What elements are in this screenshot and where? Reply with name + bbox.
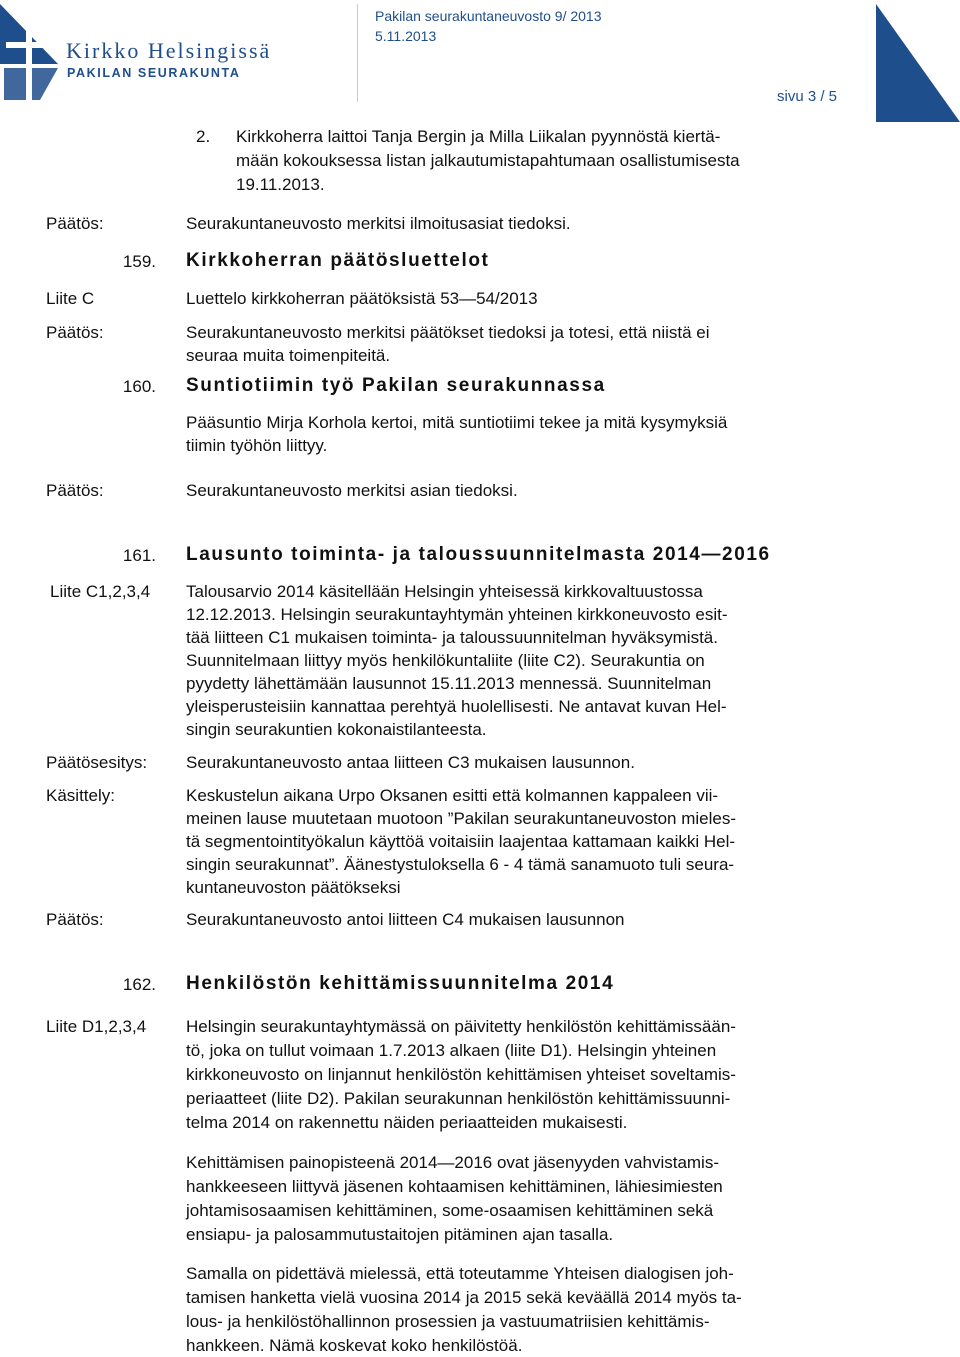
body-text: kirkkoneuvosto on linjannut henkilöstön kehittämisen yhteiset soveltamis- [186, 1065, 736, 1084]
handling-text: tä segmentointityökalun käyttöä voitaisiin laajentaa kattamaan kaikki Hel- [186, 832, 736, 851]
body-text: Helsingin seurakuntayhtymässä on päivitetty henkilöstön kehittämissään- [186, 1017, 736, 1036]
section-heading: Kirkkoherran päätösluettelot [186, 250, 490, 271]
body-text: Pääsuntio Mirja Korhola kertoi, mitä suntiotiimi tekee ja mitä kysymyksiä [186, 413, 728, 432]
proposal-label: Päätösesitys: [46, 753, 148, 772]
decision-text: Seurakuntaneuvosto merkitsi päätökset tiedoksi ja totesi, että niistä ei [186, 323, 710, 342]
list-number: 2. [196, 127, 211, 146]
decision-label: Päätös: [46, 214, 104, 233]
decision-text: seuraa muita toimenpiteitä. [186, 346, 391, 365]
body-text: Kehittämisen painopisteenä 2014—2016 ovat jäsenyyden vahvistamis- [186, 1153, 719, 1172]
handling-label: Käsittely: [46, 786, 115, 805]
attachment-label: Liite C [46, 289, 95, 308]
body-text: tiimin työhön liittyy. [186, 436, 328, 455]
handling-text: Keskustelun aikana Urpo Oksanen esitti että kolmannen kappaleen vii- [186, 786, 719, 805]
body-text: johtamisosaamisen kehittäminen, some-osaamisen kehittäminen sekä [186, 1201, 714, 1220]
section-heading: Lausunto toiminta- ja taloussuunnitelmasta 2014—2016 [186, 544, 771, 565]
section-number: 162. [122, 975, 156, 994]
logo-title: Kirkko Helsingissä [66, 38, 272, 63]
body-text: ensiapu- ja palosammutustaitojen pitäminen ajan tasalla. [186, 1225, 614, 1244]
body-text: lous- ja henkilöstöhallinnon prosessien ja vastuumatriisien kehittämis- [186, 1312, 710, 1331]
body-text: Talousarvio 2014 käsitellään Helsingin yhteisessä kirkkovaltuustossa [186, 582, 703, 601]
decision-text: Seurakuntaneuvosto merkitsi asian tiedoksi. [186, 481, 518, 500]
attachment-label: Liite C1,2,3,4 [50, 582, 151, 601]
body-text: tö, joka on tullut voimaan 1.7.2013 alkaen (liite D1). Helsingin yhteinen [186, 1041, 717, 1060]
list-item-line: mään kokouksessa listan jalkautumistapahtumaan osallistumisesta [236, 151, 740, 170]
document-date: 5.11.2013 [375, 28, 437, 44]
handling-text: meinen lause muutetaan muotoon ”Pakilan seurakuntaneuvoston mieles- [186, 809, 736, 828]
body-text: hankkeeseen liittyvä jäsenen kohtaamisen kehittäminen, lähiesimiesten [186, 1177, 723, 1196]
decision-label: Päätös: [46, 481, 104, 500]
decision-label: Päätös: [46, 323, 104, 342]
section-heading: Henkilöstön kehittämissuunnitelma 2014 [186, 973, 615, 994]
section-heading: Suntiotiimin työ Pakilan seurakunnassa [186, 375, 606, 396]
body-text: telma 2014 on rakennettu näiden periaatteiden mukaisesti. [186, 1113, 628, 1132]
body-text: hankkeen. Nämä koskevat koko henkilöstöä. [186, 1336, 523, 1355]
decision-label: Päätös: [46, 910, 104, 929]
handling-text: kuntaneuvoston päätökseksi [186, 878, 401, 897]
body-text: Suunnitelmaan liittyy myös henkilökuntaliite (liite C2). Seurakuntia on [186, 651, 705, 670]
cross-logo-icon [0, 2, 62, 102]
body-text: tamisen hanketta vielä vuosina 2014 ja 2015 sekä keväällä 2014 myös ta- [186, 1288, 742, 1307]
body-text: 12.12.2013. Helsingin seurakuntayhtymän yhteinen kirkkoneuvosto esit- [186, 605, 728, 624]
body-text: Samalla on pidettävä mielessä, että toteutamme Yhteisen dialogisen joh- [186, 1264, 734, 1283]
proposal-text: Seurakuntaneuvosto antaa liitteen C3 mukaisen lausunnon. [186, 753, 635, 772]
header-divider [357, 4, 358, 102]
body-text: singin seurakuntien kokonaistilanteesta. [186, 720, 487, 739]
body-text: yleisperusteisiin kannattaa perehtyä huolellisesti. Ne antavat kuvan Hel- [186, 697, 727, 716]
section-number: 159. [122, 252, 156, 271]
handling-text: singin seurakunnat”. Äänestystuloksella 6 - 4 tämä sanamuoto tuli seura- [186, 855, 735, 874]
body-text: pyydetty lähettämään lausunnot 15.11.2013 mennessä. Suunnitelman [186, 674, 712, 693]
list-item-line: Kirkkoherra laittoi Tanja Bergin ja Milla Liikalan pyynnöstä kiertä- [236, 127, 721, 146]
list-item-line: 19.11.2013. [236, 175, 325, 194]
attachment-label: Liite D1,2,3,4 [46, 1017, 147, 1036]
body-text: tää liitteen C1 mukaisen toiminta- ja taloussuunnitelman hyväksymistä. [186, 628, 718, 647]
body-text: periaatteet (liite D2). Pakilan seurakunnan henkilöstön kehittämissuunni- [186, 1089, 731, 1108]
section-number: 160. [122, 377, 156, 396]
decision-text: Seurakuntaneuvosto antoi liitteen C4 mukaisen lausunnon [186, 910, 625, 929]
attachment-text: Luettelo kirkkoherran päätöksistä 53—54/2013 [186, 289, 538, 308]
section-number: 161. [122, 546, 156, 565]
page-number: sivu 3 / 5 [777, 88, 838, 105]
decision-text: Seurakuntaneuvosto merkitsi ilmoitusasiat tiedoksi. [186, 214, 571, 233]
document-title: Pakilan seurakuntaneuvosto 9/ 2013 [375, 8, 602, 24]
logo-subtitle: PAKILAN SEURAKUNTA [67, 66, 241, 80]
corner-triangle-icon [876, 4, 960, 122]
